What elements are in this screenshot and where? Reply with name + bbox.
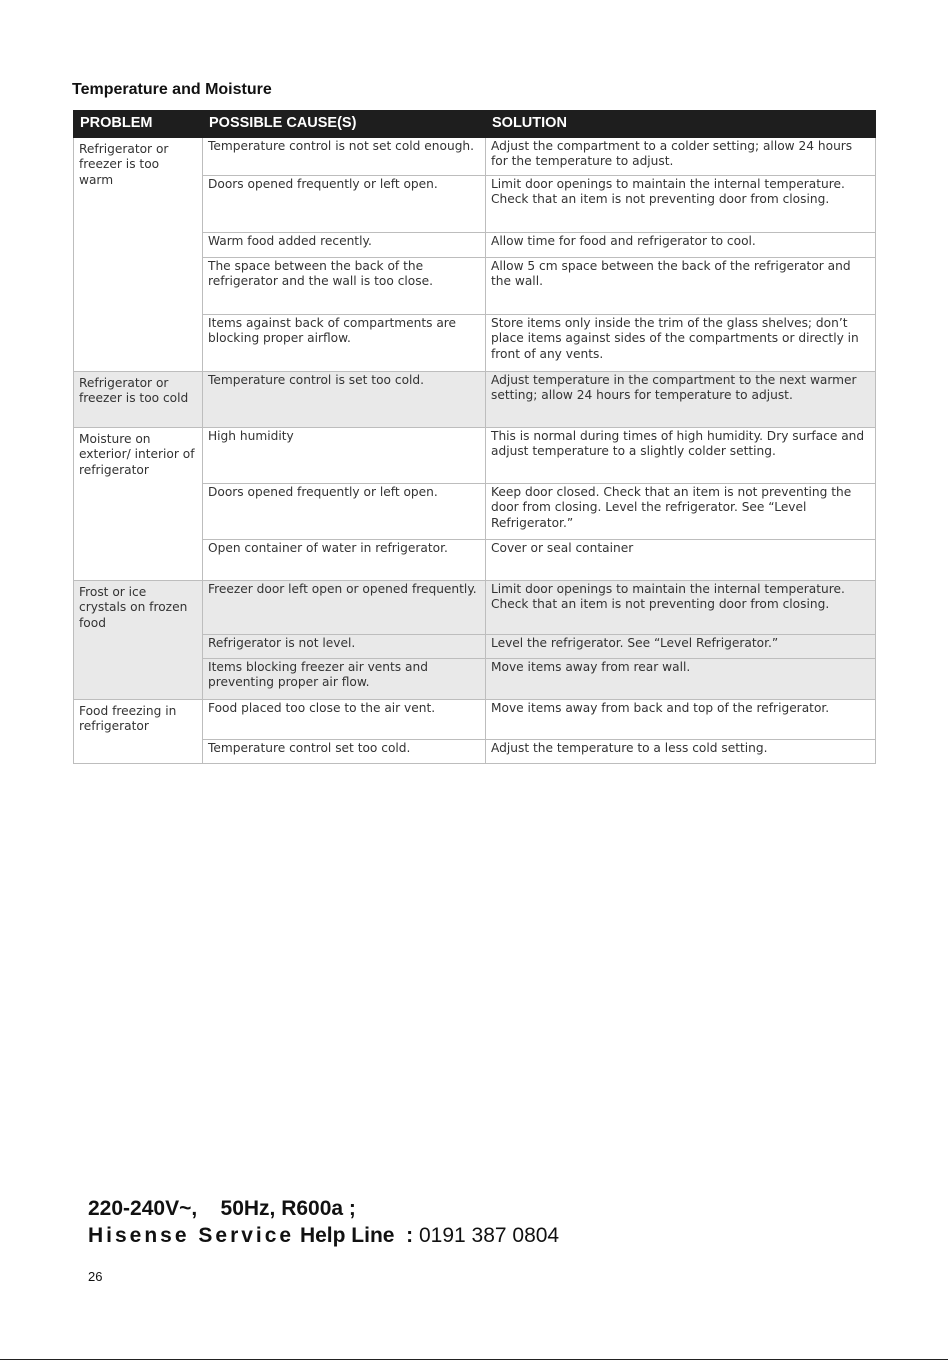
solution-cell: Cover or seal container (486, 540, 876, 581)
cause-cell: Temperature control set too cold. (203, 740, 486, 764)
cause-cell: Items against back of compartments are blocking proper airflow. (203, 315, 486, 372)
power-rating: 220-240V~, 50Hz, R600a ; (88, 1197, 356, 1220)
header-solution: SOLUTION (486, 111, 876, 138)
table-row (74, 700, 876, 740)
solution-cell: This is normal during times of high humidity. Dry surface and adjust temperature to a slightly colder setting. (486, 428, 876, 484)
section-heading: Temperature and Moisture (72, 81, 272, 98)
solution-cell: Move items away from back and top of the refrigerator. (486, 700, 876, 740)
cause-cell: Freezer door left open or opened frequently. (203, 581, 486, 635)
solution-cell: Limit door openings to maintain the internal temperature. Check that an item is not preventing door from closing. (486, 581, 876, 635)
cause-cell: Food placed too close to the air vent. (203, 700, 486, 740)
solution-cell: Level the refrigerator. See “Level Refrigerator.” (486, 635, 876, 659)
page-number: 26 (88, 1269, 103, 1284)
problem-cell: Frost or ice crystals on frozen food (74, 581, 203, 700)
cause-cell: Doors opened frequently or left open. (203, 176, 486, 233)
troubleshooting-table (73, 110, 876, 764)
helpline-phone: 0191 387 0804 (418, 1224, 560, 1247)
solution-cell: Adjust temperature in the compartment to the next warmer setting; allow 24 hours for temperature to adjust. (486, 372, 876, 428)
cause-cell: Items blocking freezer air vents and preventing proper air flow. (203, 659, 486, 700)
table-row (74, 581, 876, 635)
solution-cell: Allow 5 cm space between the back of the refrigerator and the wall. (486, 258, 876, 315)
table-row (74, 372, 876, 428)
helpline-separator: : (400, 1224, 419, 1247)
cause-cell: Warm food added recently. (203, 233, 486, 258)
cause-cell: The space between the back of the refrigerator and the wall is too close. (203, 258, 486, 315)
table-row (74, 138, 876, 176)
solution-cell: Move items away from rear wall. (486, 659, 876, 700)
cause-cell: Temperature control is set too cold. (203, 372, 486, 428)
cause-cell: Refrigerator is not level. (203, 635, 486, 659)
header-problem: PROBLEM (74, 111, 203, 138)
problem-cell: Food freezing in refrigerator (74, 700, 203, 764)
cause-cell: High humidity (203, 428, 486, 484)
brand-name: Hisense Service (88, 1224, 295, 1247)
service-helpline (88, 1224, 559, 1248)
problem-cell: Moisture on exterior/ interior of refrigerator (74, 428, 203, 581)
problem-cell: Refrigerator or freezer is too cold (74, 372, 203, 428)
table-header-row (74, 111, 876, 138)
table-row (74, 428, 876, 484)
solution-cell: Adjust the temperature to a less cold setting. (486, 740, 876, 764)
bottom-rule (0, 1359, 948, 1360)
solution-cell: Limit door openings to maintain the internal temperature. Check that an item is not preventing door from closing. (486, 176, 876, 233)
cause-cell: Doors opened frequently or left open. (203, 484, 486, 540)
problem-cell: Refrigerator or freezer is too warm (74, 138, 203, 372)
solution-cell: Store items only inside the trim of the glass shelves; don’t place items against sides of the compartments or directly in front of any vents. (486, 315, 876, 372)
cause-cell: Temperature control is not set cold enough. (203, 138, 486, 176)
helpline-label: Help Line (294, 1224, 401, 1247)
solution-cell: Adjust the compartment to a colder setting; allow 24 hours for the temperature to adjust. (486, 138, 876, 176)
solution-cell: Allow time for food and refrigerator to cool. (486, 233, 876, 258)
header-possible-causes: POSSIBLE CAUSE(S) (203, 111, 486, 138)
solution-cell: Keep door closed. Check that an item is not preventing the door from closing. Level the refrigerator. See “Level Refrigerator.” (486, 484, 876, 540)
cause-cell: Open container of water in refrigerator. (203, 540, 486, 581)
